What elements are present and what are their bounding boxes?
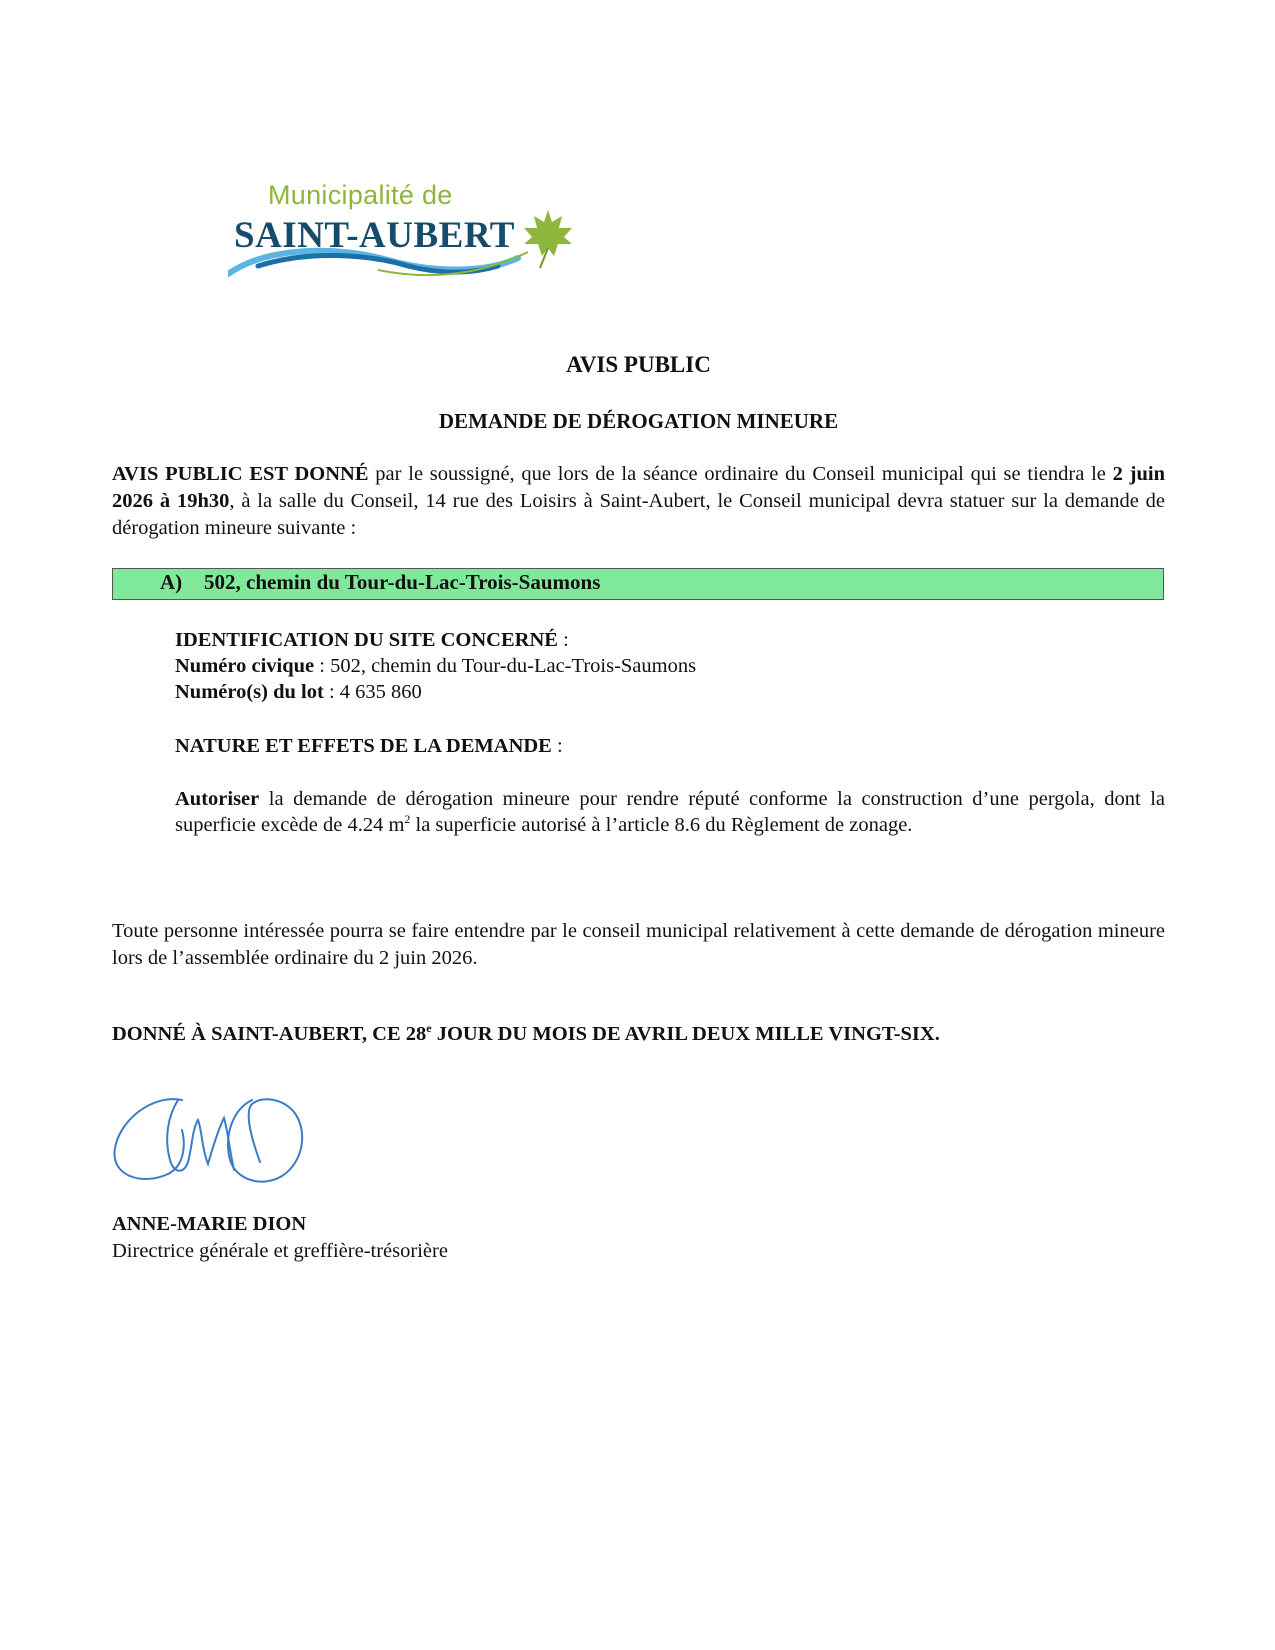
item-heading	[160, 570, 600, 595]
signer-name: ANNE-MARIE DION	[112, 1213, 307, 1235]
municipality-logo	[228, 180, 588, 300]
site-heading-suffix: :	[557, 629, 569, 651]
nature-text-2: la superficie autorisé à l’article 8.6 du Règlement de zonage.	[410, 814, 913, 836]
maple-leaf-icon	[524, 210, 572, 268]
handwritten-signature	[112, 1090, 342, 1190]
given-text-1: DONNÉ À SAINT-AUBERT, CE 28	[112, 1023, 427, 1045]
superscript-2: 2	[404, 812, 411, 827]
item-letter: A)	[160, 570, 183, 594]
intro-text-2: , à la salle du Conseil, 14 rue des Loisirs à Saint-Aubert, le Conseil municipal devra statuer sur la demande de dérogation mineure suivante :	[112, 490, 1165, 539]
nature-heading-suffix: :	[551, 735, 563, 757]
lot-number-label: Numéro(s) du lot	[175, 681, 324, 703]
intro-paragraph	[112, 461, 1165, 542]
signer-title: Directrice générale et greffière-trésorière	[112, 1240, 448, 1262]
civic-number-line	[175, 653, 1165, 679]
intro-text-1: par le soussigné, que lors de la séance ordinaire du Conseil municipal qui se tiendra le	[368, 463, 1113, 485]
nature-heading-line	[175, 733, 1165, 759]
logo-name: SAINT-AUBERT	[234, 215, 515, 256]
nature-paragraph	[175, 786, 1165, 838]
lot-number-line	[175, 679, 1165, 705]
site-heading-line	[175, 627, 1165, 653]
civic-number-value: : 502, chemin du Tour-du-Lac-Trois-Saumons	[314, 655, 697, 677]
given-text-2: JOUR DU MOIS DE AVRIL DEUX MILLE VINGT-SIX.	[431, 1023, 940, 1045]
civic-number-label: Numéro civique	[175, 655, 315, 677]
intro-lead: AVIS PUBLIC EST DONNÉ	[112, 463, 369, 485]
given-statement	[112, 1023, 940, 1046]
nature-verb: Autoriser	[175, 788, 260, 810]
nature-heading: NATURE ET EFFETS DE LA DEMANDE	[175, 735, 552, 757]
closing-paragraph: Toute personne intéressée pourra se faire entendre par le conseil municipal relativement à cette demande de dérogation mineure lors de l’assemblée ordinaire du 2 juin 2026.	[112, 920, 1165, 969]
meeting-date: 2 juin 2026 à 19h30	[112, 463, 1166, 512]
page-title: AVIS PUBLIC	[566, 352, 711, 377]
site-heading: IDENTIFICATION DU SITE CONCERNÉ	[175, 629, 558, 651]
item-address: 502, chemin du Tour-du-Lac-Trois-Saumons	[204, 570, 601, 594]
site-identification	[175, 627, 1165, 705]
page-subtitle: DEMANDE DE DÉROGATION MINEURE	[438, 409, 839, 433]
lot-number-value: : 4 635 860	[323, 681, 422, 703]
logo-subtitle: Municipalité de	[268, 180, 453, 210]
given-superscript: e	[426, 1021, 432, 1036]
nature-text-1: la demande de dérogation mineure pour rendre réputé conforme la construction d’une pergola, dont la superficie excède de 4.24 m	[175, 788, 1165, 836]
